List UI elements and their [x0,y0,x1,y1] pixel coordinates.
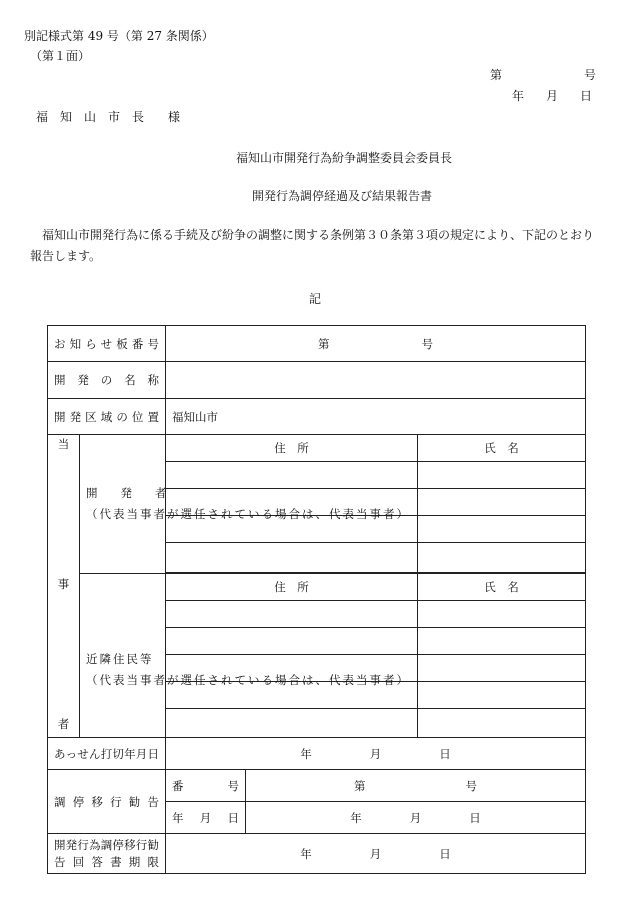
mediation-end-month: 月 [369,746,382,761]
developer-note: （代表当事者が選任されている場合は、代表当事者） [86,507,410,521]
notice-board-value[interactable] [166,326,586,362]
neighbors-note: （代表当事者が選任されている場合は、代表当事者） [86,672,410,687]
row-developer-header [48,435,586,462]
party-char-3: 者 [57,717,70,731]
party-char-2: 事 [57,577,70,591]
row-deadline [48,834,586,874]
doc-number-suffix: 号 [584,68,597,82]
neighbors-address-header: 住 所 [166,574,418,601]
mediation-end-label: あっせん打切年月日 [48,738,166,770]
row-dev-area [48,399,586,435]
developer-name-3[interactable] [418,516,586,543]
developer-label: 開 発 者 [86,486,167,500]
party-column [48,435,80,738]
recommendation-go: 号 [465,778,478,793]
neighbors-address-1[interactable] [166,601,418,628]
row-recommendation-number [48,770,586,802]
mediation-end-day: 日 [439,746,451,761]
neighbors-name-3[interactable] [418,655,586,682]
date-day: 日 [580,89,593,103]
recommendation-year: 年 [350,810,362,825]
developer-name-4[interactable] [418,543,586,573]
doc-number-prefix: 第 [490,68,503,82]
mediation-end-date[interactable] [166,738,586,770]
neighbors-name-4[interactable] [418,682,586,709]
addressee: 福 知 山 市 長 様 [36,110,181,124]
page-label: （第１面） [30,49,91,63]
deadline-month: 月 [369,846,382,861]
notice-board-label: お知らせ板番号 [48,326,166,362]
developer-name-header: 氏 名 [418,435,586,462]
date-month: 月 [546,89,559,103]
document-title: 開発行為調停経過及び結果報告書 [252,189,433,203]
recommendation-number[interactable] [246,770,586,802]
developer-name-1[interactable] [418,462,586,489]
date-year: 年 [512,89,525,103]
deadline-day: 日 [439,846,451,861]
party-char-1: 当 [57,437,70,451]
neighbors-label: 近隣住民等 [86,651,154,666]
row-dev-name [48,362,586,399]
developer-name-2[interactable] [418,489,586,516]
notice-board-dai: 第 [318,336,330,351]
neighbors-address-5[interactable] [166,709,418,738]
report-table [47,325,586,874]
recommendation-dai: 第 [354,778,366,793]
mediation-end-year: 年 [300,746,312,761]
neighbors-name-header: 氏 名 [418,574,586,601]
notice-board-go: 号 [421,336,434,351]
dev-area-value[interactable]: 福知山市 [166,399,586,435]
row-notice-board [48,326,586,362]
dev-name-label: 開発の名称 [48,362,166,399]
recommendation-month: 月 [409,810,422,825]
neighbors-address-2[interactable] [166,628,418,655]
form-number: 別記様式第 49 号（第 27 条関係） [24,29,214,43]
deadline-year: 年 [300,846,312,861]
sender: 福知山市開発行為紛争調整委員会委員長 [236,151,453,165]
doc-number [490,66,596,83]
bango-label: 番 号 [166,770,246,802]
developer-address-header: 住 所 [166,435,418,462]
neighbors-name-5[interactable] [418,709,586,738]
recommendation-date[interactable] [246,802,586,834]
developer-address-4[interactable] [166,543,418,573]
nengappi-label: 年 月 日 [166,802,246,834]
neighbors-name-2[interactable] [418,628,586,655]
row-neighbors-header [48,574,586,601]
dev-name-value[interactable] [166,362,586,399]
body-line-1: 福知山市開発行為に係る手続及び紛争の調整に関する条例第３０条第３項の規定により、下記のとおり [42,228,595,242]
dev-area-label: 開発区域の位置 [48,399,166,435]
row-mediation-end [48,738,586,770]
recommendation-label: 調停移行勧告 [48,770,166,834]
body-line-2: 報告します。 [30,249,102,263]
developer-address-1[interactable] [166,462,418,489]
deadline-date[interactable] [166,834,586,874]
doc-date [512,87,592,104]
recommendation-day: 日 [469,810,481,825]
ki-label: 記 [309,292,322,306]
neighbors-name-1[interactable] [418,601,586,628]
deadline-label: 開発行為調停移行勧告回答書期限 [48,834,166,874]
